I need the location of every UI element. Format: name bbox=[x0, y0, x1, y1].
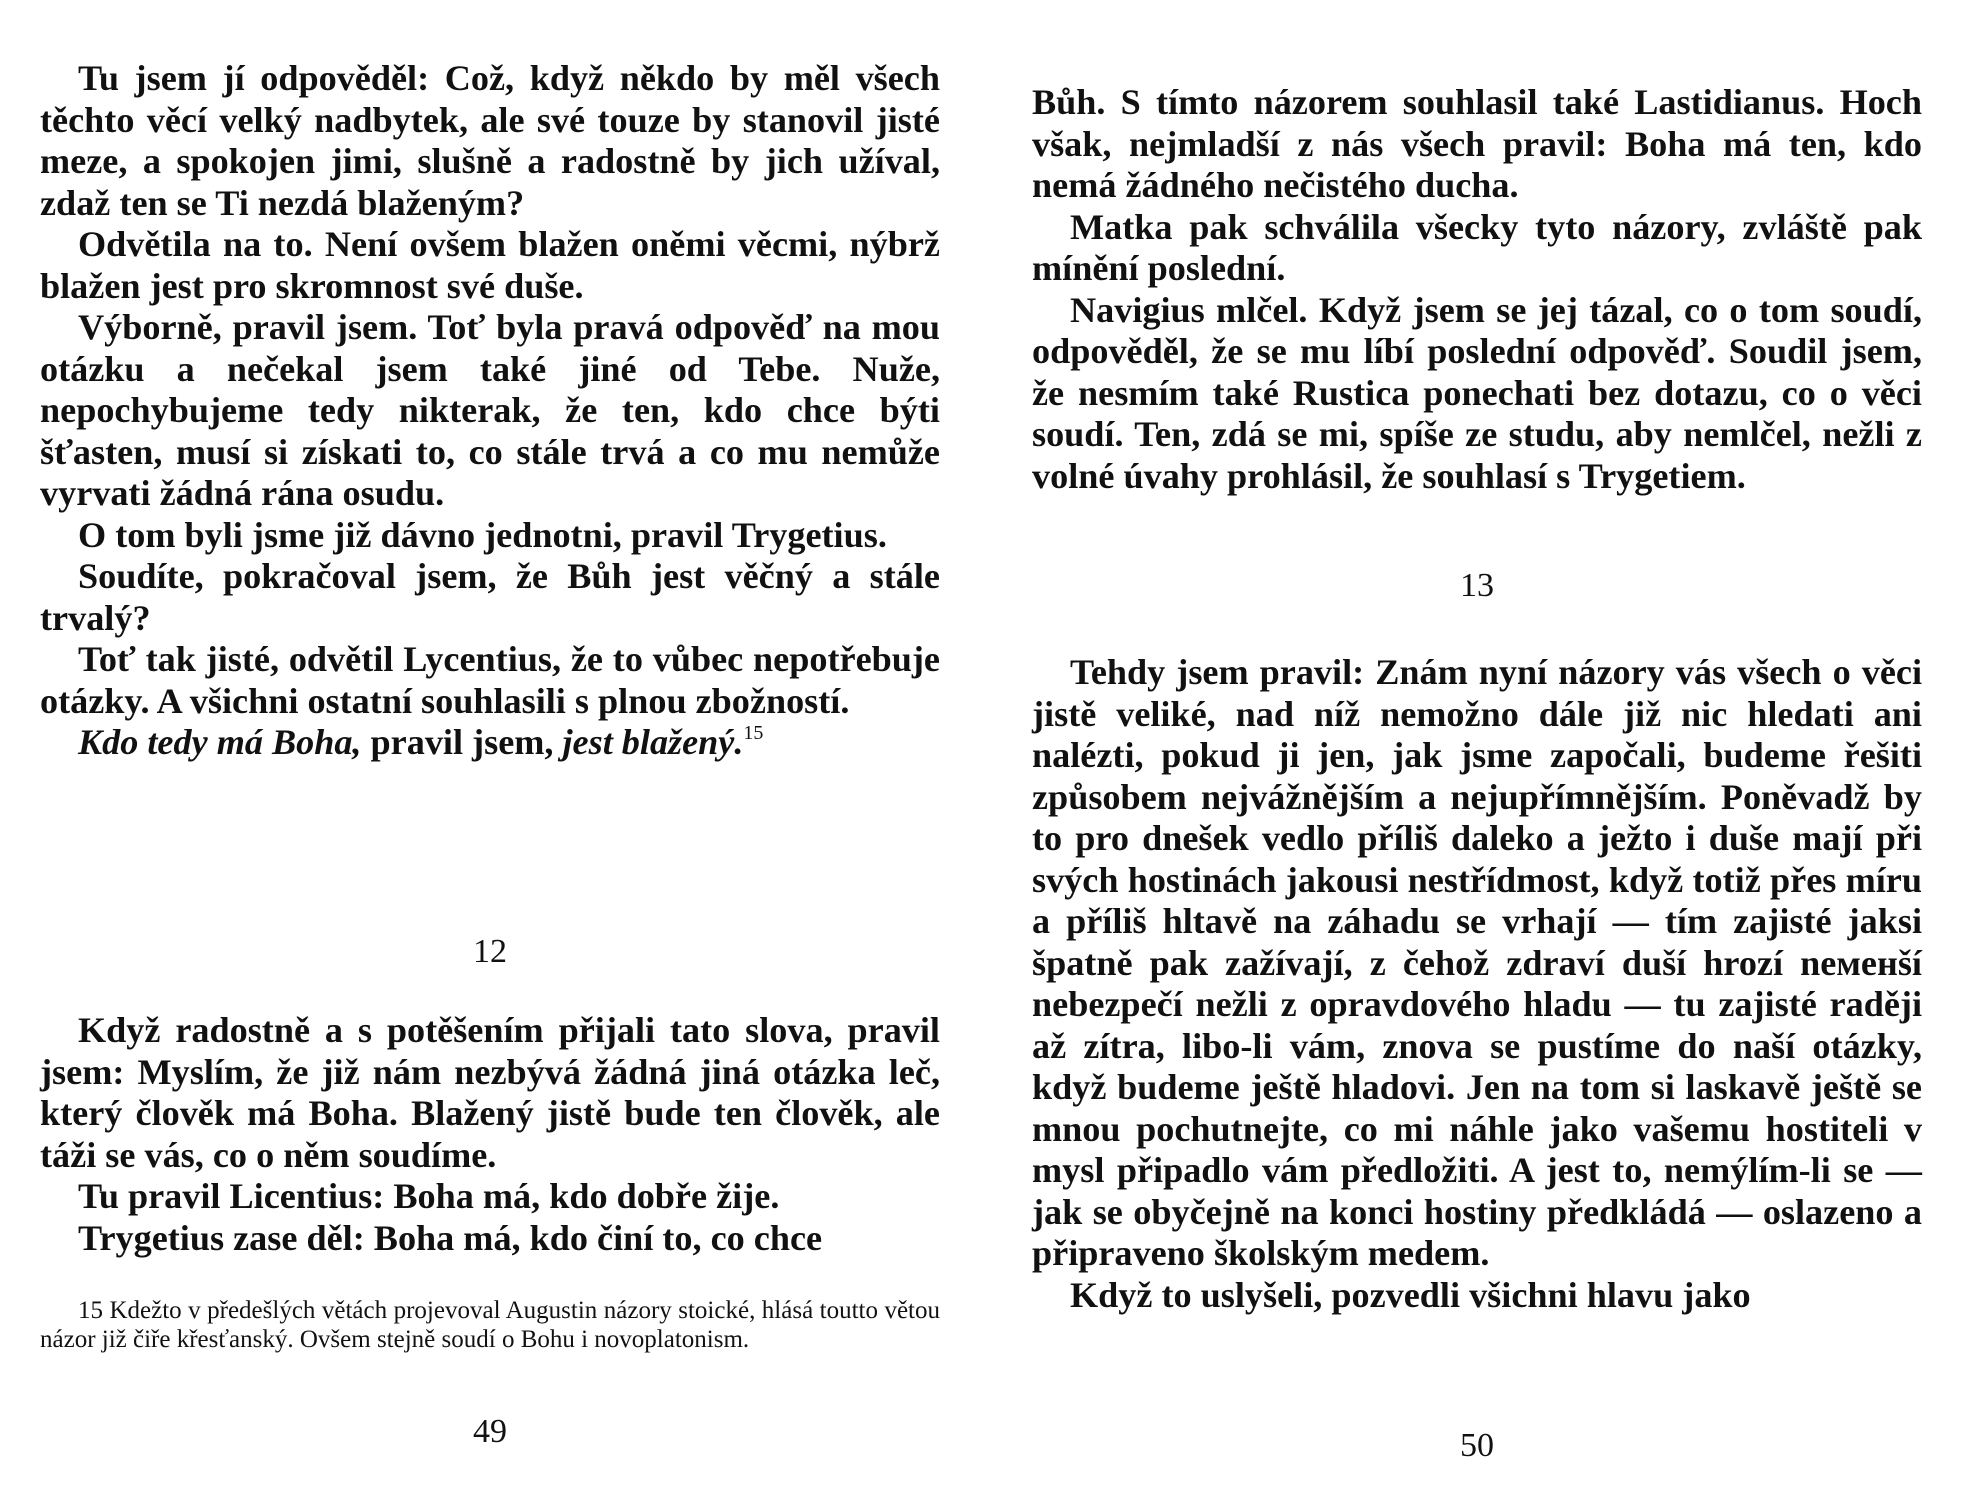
section-text bbox=[1032, 652, 1922, 1316]
section-number: 13 bbox=[1460, 567, 1494, 604]
paragraph: Bůh. S tímto názorem souhlasil také Lastidianus. Hoch však, nejmladší z nás všech pravil: Boha má ten, kdo nemá žádného nečistého ducha. bbox=[1032, 82, 1922, 205]
paragraph: Tu pravil Licentius: Boha má, kdo dobře žije. bbox=[78, 1176, 780, 1216]
paragraph: Matka pak schválila všecky tyto názory, zvláště pak mínění poslední. bbox=[1032, 206, 1922, 288]
paragraph: Když radostně a s potěšením přijali tato slova, pravil jsem: Myslím, že již nám nezbývá žádná jiná otázka leč, který člověk má Boha. Blažený jistě bude ten člověk, ale táži se vás, co o něm soudíme. bbox=[40, 1010, 940, 1175]
paragraph: Tu jsem jí odpověděl: Což, když někdo by měl všech těchto věcí velký nadbytek, ale své touze by stanovil jisté meze, a spokojen jimi, slušně a radostně by jich užíval, zdaž ten se Ti nezdá blaženým? bbox=[40, 58, 940, 223]
paragraph: Navigius mlčel. Když jsem se jej tázal, co o tom soudí, odpověděl, že se mu líbí poslední odpověď. Soudil jsem, že nesmím také Rustica ponechati bez dotazu, co o věci soudí. Ten, zdá se mi, spíše ze studu, aby nemlčel, nežli z volné úvahy prohlásil, že souhlasí s Trygetiem. bbox=[1032, 289, 1922, 496]
right-page-text bbox=[1032, 82, 1922, 497]
paragraph: Soudíte, pokračoval jsem, že Bůh jest věčný a stále trvalý? bbox=[40, 556, 940, 638]
italic-phrase: jest blažený. bbox=[562, 722, 744, 762]
footnote-mark: 15 bbox=[743, 722, 764, 744]
paragraph: Odvětila na to. Není ovšem blažen oněmi věcmi, nýbrž blažen jest pro skromnost své duše. bbox=[40, 224, 940, 306]
paragraph: Tehdy jsem pravil: Znám nyní názory vás všech o věci jistě veliké, nad níž nemožno dále již nic hledati ani nalézti, pokud ji jen, jak jsme započali, budeme řešiti způsobem nejvážnějším a nejupřímnějším. Poněvadž by to pro dnešek vedlo příliš daleko a ježto i duše mají při svých hostinách jakousi nestřídmost, když totiž přes míru a příliš hltavě na záhadu se vrhají — tím zajisté jaksi špatně pak zažívají, z čehož zdraví duší hrozí neменší nebezpečí nežli z opravdového hladu — tu zajisté raději až zítra, libo-li vám, znova se pustíme do naší otázky, když budeme ještě hladovi. Jen na tom si laskavě ještě se mnou pochutnejte, co mi náhle jako vašemu hostiteli v mysl připadlo vám předložiti. A jest to, nemýlím-li se — jak se obyčejně na konci hostiny předkládá — oslazeno a připraveno školským medem. bbox=[1032, 652, 1922, 1273]
paragraph: Když to uslyšeli, pozvedli všichni hlavu jako bbox=[1070, 1274, 1751, 1315]
page-number: 49 bbox=[473, 1413, 507, 1450]
left-page bbox=[40, 0, 940, 1500]
italic-phrase: Kdo tedy má Boha, bbox=[78, 722, 362, 762]
section-number: 12 bbox=[473, 933, 507, 970]
paragraph-with-footnote-ref bbox=[40, 722, 940, 764]
footnote: 15 Kdežto v předešlých větách projevoval Augustin názory stoické, hlásá toutto větou názor již čiře křesťanský. Ovšem stejně soudí o Bohu i novoplatonism. bbox=[40, 1297, 940, 1353]
right-page bbox=[1032, 0, 1922, 1500]
left-page-text bbox=[40, 58, 940, 764]
paragraph: Trygetius zase děl: Boha má, kdo činí to, co chce bbox=[78, 1217, 823, 1258]
paragraph: O tom byli jsme již dávno jednotni, pravil Trygetius. bbox=[78, 514, 887, 555]
page-number: 50 bbox=[1460, 1427, 1494, 1464]
paragraph: Toť tak jisté, odvětil Lycentius, že to vůbec nepotřebuje otázky. A všichni ostatní souhlasili s plnou zbožností. bbox=[40, 639, 940, 721]
plain-phrase: pravil jsem, bbox=[361, 722, 563, 762]
paragraph: Výborně, pravil jsem. Toť byla pravá odpověď na mou otázku a nečekal jsem také jiné od Tebe. Nuže, nepochybujeme tedy nikterak, že ten, kdo chce býti šťasten, musí si získati to, co stále trvá a co mu nemůže vyrvati žádná rána osudu. bbox=[40, 307, 940, 513]
section-text bbox=[40, 1010, 940, 1259]
